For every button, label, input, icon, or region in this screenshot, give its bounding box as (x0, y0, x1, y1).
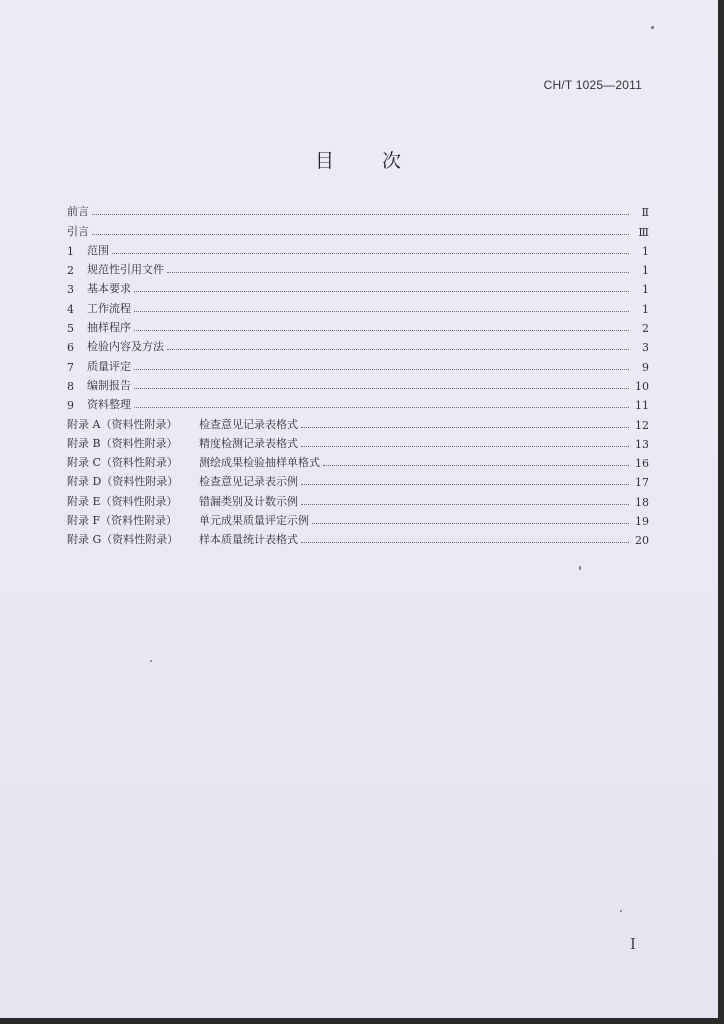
toc-entry-number: 1 (67, 244, 74, 258)
toc-entry-page: 12 (635, 418, 649, 432)
toc-entry-page: 9 (642, 360, 649, 374)
speck (150, 660, 152, 662)
dot-leader (92, 214, 629, 215)
toc-entry-page: 18 (635, 495, 649, 509)
toc-entry (67, 451, 649, 470)
toc-entry-title: 质量评定 (87, 359, 131, 373)
toc-entry (67, 393, 649, 412)
toc-entry (67, 470, 649, 489)
toc-entry-number: 7 (67, 360, 74, 374)
toc-entry-page: 11 (635, 399, 649, 413)
toc-entry-page: 1 (642, 264, 649, 278)
toc-entry (67, 239, 649, 258)
toc-entry-number: 8 (67, 379, 74, 393)
toc-entry (67, 277, 649, 296)
page-title (0, 146, 718, 173)
toc-entry-page: 1 (642, 283, 649, 297)
dot-leader (301, 427, 629, 428)
dot-leader (301, 446, 629, 447)
appendix-title: 检查意见记录表示例 (199, 475, 298, 489)
toc-entry (67, 528, 649, 547)
toc-entry-title (67, 454, 320, 470)
appendix-title: 单元成果质量评定示例 (199, 514, 309, 528)
speck (579, 566, 581, 570)
dot-leader (167, 349, 629, 350)
toc-entry-title (67, 531, 298, 547)
toc-entry (67, 296, 649, 315)
toc-entry-title: 基本要求 (87, 282, 131, 296)
table-of-contents (67, 200, 649, 547)
appendix-tag: 附录 D（资料性附录） (67, 475, 179, 489)
toc-entry-page: Ⅲ (638, 225, 649, 239)
page-number: Ⅰ (630, 935, 636, 953)
toc-entry (67, 335, 649, 354)
toc-entry-title: 编制报告 (87, 378, 131, 392)
toc-entry (67, 354, 649, 373)
toc-entry-page: Ⅱ (641, 206, 649, 220)
toc-entry-title: 抽样程序 (87, 321, 131, 335)
toc-entry-number: 3 (67, 283, 74, 297)
toc-entry (67, 374, 649, 393)
toc-entry-title (67, 493, 298, 509)
toc-entry-title (67, 473, 298, 489)
appendix-tag: 附录 G（资料性附录） (67, 533, 179, 547)
toc-entry-title: 规范性引用文件 (87, 263, 164, 277)
toc-entry-title: 资料整理 (87, 398, 131, 412)
dot-leader (134, 407, 629, 408)
appendix-title: 错漏类别及计数示例 (199, 494, 298, 508)
dot-leader (301, 542, 629, 543)
toc-entry-page: 2 (642, 322, 649, 336)
toc-entry-title (67, 435, 298, 451)
appendix-tag: 附录 E（资料性附录） (67, 494, 178, 508)
speck (651, 26, 654, 29)
toc-entry (67, 258, 649, 277)
toc-entry-page: 3 (642, 341, 649, 355)
toc-entry-page: 1 (642, 244, 649, 258)
appendix-tag: 附录 F（资料性附录） (67, 514, 178, 528)
standard-number: CH/T 1025—2011 (543, 78, 642, 92)
dot-leader (312, 523, 629, 524)
toc-entry-title: 工作流程 (87, 301, 131, 315)
dot-leader (301, 504, 629, 505)
toc-entry-page: 1 (642, 302, 649, 316)
dot-leader (134, 369, 629, 370)
appendix-tag: 附录 C（资料性附录） (67, 456, 178, 470)
toc-entry (67, 316, 649, 335)
dot-leader (92, 234, 629, 235)
dot-leader (301, 484, 629, 485)
title-char: 目 (314, 150, 336, 172)
toc-entry-number: 6 (67, 341, 74, 355)
toc-entry-page: 20 (635, 534, 649, 548)
toc-entry-number: 9 (67, 399, 74, 413)
toc-entry-number: 4 (67, 302, 74, 316)
toc-entry-title (67, 416, 298, 432)
toc-entry (67, 432, 649, 451)
toc-entry-title: 检验内容及方法 (87, 340, 164, 354)
toc-entry-page: 10 (635, 379, 649, 393)
dot-leader (134, 291, 629, 292)
toc-entry-number: 5 (67, 322, 74, 336)
dot-leader (112, 253, 629, 254)
dot-leader (323, 465, 629, 466)
appendix-title: 测绘成果检验抽样单格式 (199, 456, 320, 470)
toc-entry-number: 2 (67, 264, 74, 278)
appendix-tag: 附录 A（资料性附录） (67, 417, 178, 431)
appendix-tag: 附录 B（资料性附录） (67, 436, 178, 450)
appendix-title: 样本质量统计表格式 (199, 533, 298, 547)
toc-entry-title (67, 512, 309, 528)
toc-entry-page: 17 (635, 476, 649, 490)
toc-entry-page: 16 (635, 457, 649, 471)
toc-entry (67, 219, 649, 238)
appendix-title: 精度检测记录表格式 (199, 436, 298, 450)
toc-entry-title: 引言 (67, 224, 89, 238)
toc-entry (67, 509, 649, 528)
toc-entry-page: 19 (635, 515, 649, 529)
toc-entry (67, 489, 649, 508)
toc-entry-title: 前言 (67, 205, 89, 219)
dot-leader (134, 311, 629, 312)
toc-entry (67, 200, 649, 219)
dot-leader (134, 330, 629, 331)
speck (620, 910, 622, 912)
title-char: 次 (382, 150, 404, 172)
appendix-title: 检查意见记录表格式 (199, 417, 298, 431)
toc-entry-page: 13 (635, 437, 649, 451)
toc-entry (67, 412, 649, 431)
toc-entry-title: 范围 (87, 243, 109, 257)
dot-leader (134, 388, 629, 389)
dot-leader (167, 272, 629, 273)
